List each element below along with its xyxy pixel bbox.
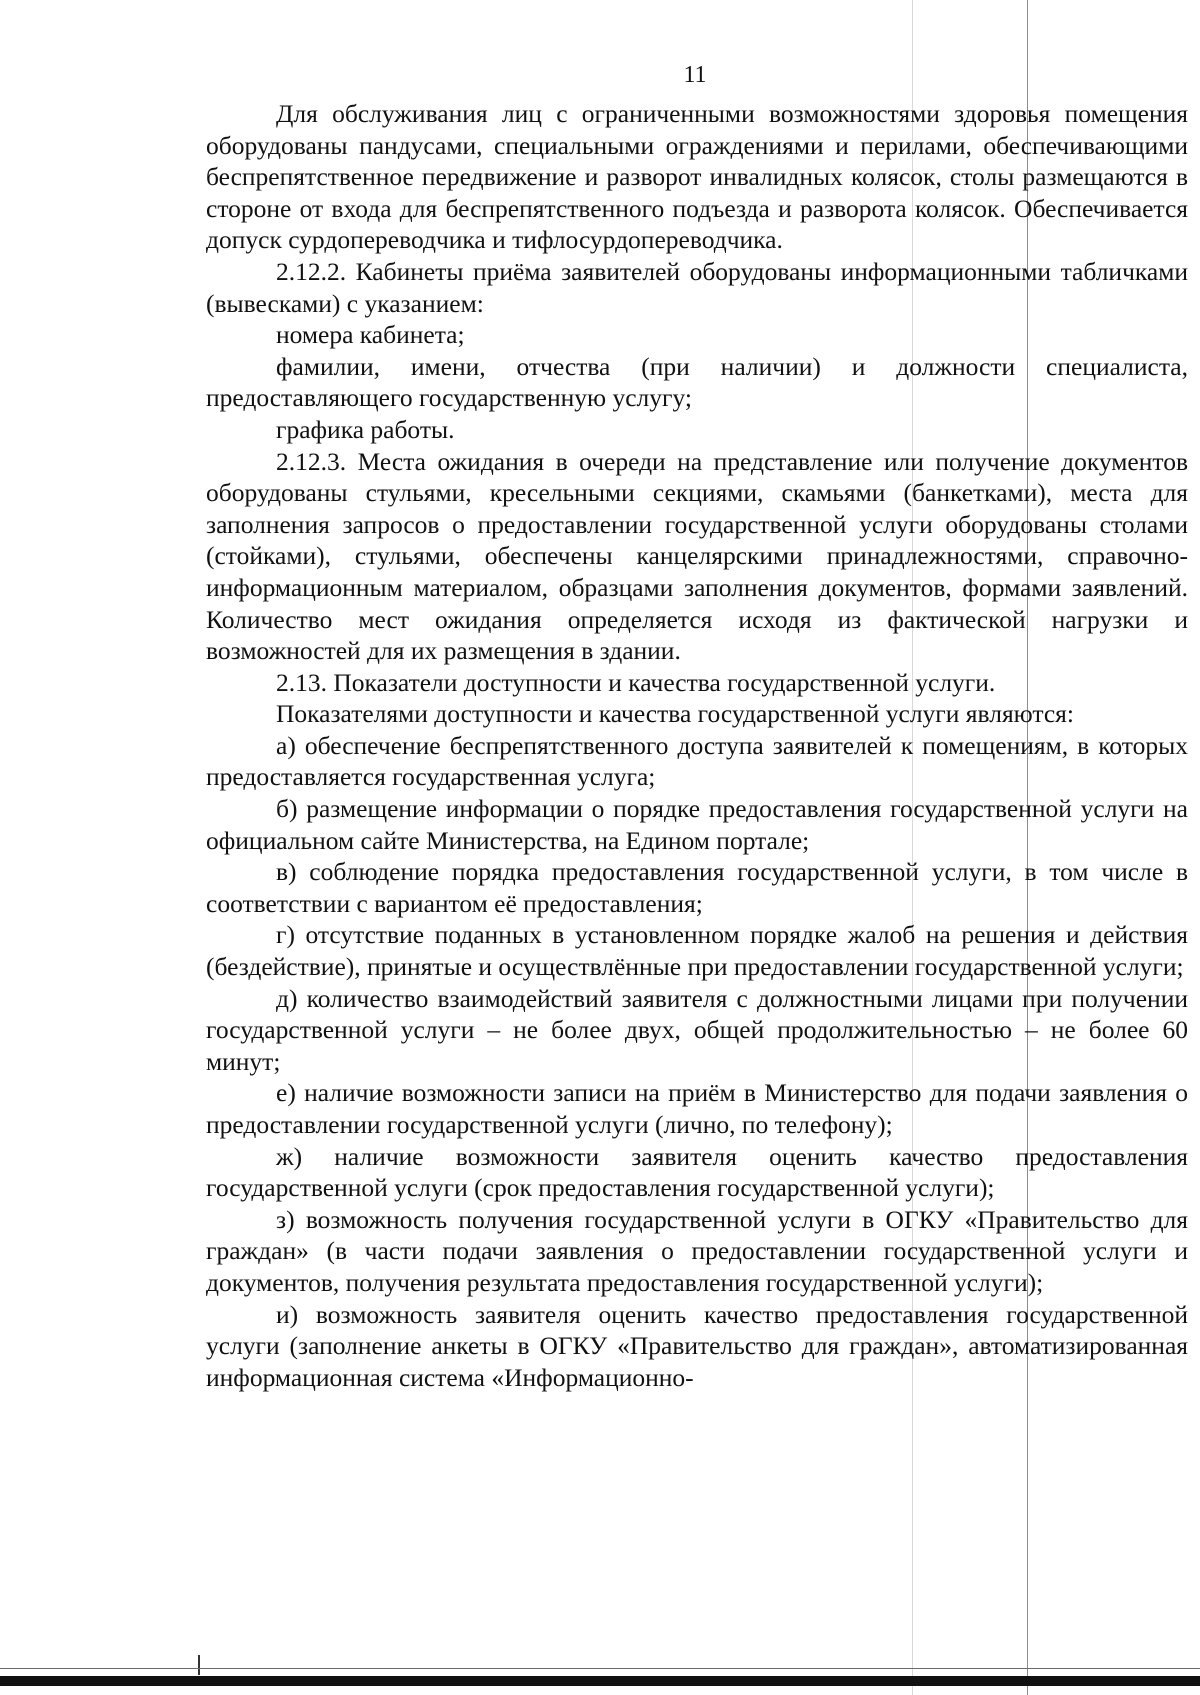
section-heading: 2.13. Показатели доступности и качества государственной услуги. <box>276 667 996 697</box>
paragraph: 2.12.2. Кабинеты приёма заявителей оборудованы информационными табличками (вывесками) с указанием: <box>206 256 1188 318</box>
paragraph: Для обслуживания лиц с ограниченными возможностями здоровья помещения оборудованы пандусами, специальными ограждениями и перилами, обеспечивающими беспрепятственное передвижение и разворот инвалидных колясок, столы размещаются в стороне от входа для беспрепятственного подъезда и разворота колясок. Обеспечивается допуск сурдопереводчика и тифлосурдопереводчика. <box>206 99 1188 255</box>
list-item: и) возможность заявителя оценить качество предоставления государственной услуги (заполнение анкеты в ОГКУ «Правительство для граждан», автоматизированная информационная система «Информационно- <box>206 1299 1188 1392</box>
list-item: г) отсутствие поданных в установленном порядке жалоб на решения и действия (бездействие), принятые и осуществлённые при предоставлении государственной услуги; <box>206 920 1188 982</box>
paragraph: графика работы. <box>276 414 455 444</box>
paragraph: номера кабинета; <box>276 320 465 350</box>
scan-bottom-border <box>0 1676 1200 1686</box>
list-item: е) наличие возможности записи на приём в Министерство для подачи заявления о предоставлении государственной услуги (лично, по телефону); <box>206 1078 1188 1139</box>
page-number: 11 <box>683 62 707 88</box>
list-item: д) количество взаимодействий заявителя с должностными лицами при получении государственной услуги – не более двух, общей продолжительностью – не более 60 минут; <box>206 983 1188 1076</box>
list-item: в) соблюдение порядка предоставления государственной услуги, в том числе в соответствии с вариантом её предоставления; <box>206 857 1188 918</box>
list-item: а) обеспечение беспрепятственного доступа заявителей к помещениям, в которых предоставляется государственная услуга; <box>206 730 1188 792</box>
list-item: ж) наличие возможности заявителя оценить качество предоставления государственной услуги (срок предоставления государственной услуги); <box>206 1141 1188 1203</box>
list-item: з) возможность получения государственной услуги в ОГКУ «Правительство для граждан» (в части подачи заявления о предоставлении государственной услуги и документов, получения результата предоставления государственной услуги); <box>206 1204 1188 1297</box>
list-item: б) размещение информации о порядке предоставления государственной услуги на официальном сайте Министерства, на Едином портале; <box>206 794 1188 855</box>
document-body <box>206 98 1188 1393</box>
paragraph: Показателями доступности и качества государственной услуги являются: <box>276 699 1074 729</box>
paragraph: 2.12.3. Места ожидания в очереди на представление или получение документов оборудованы стульями, кресельными секциями, скамьями (банкетками), места для заполнения запросов о предоставлении государственной услуги оборудованы столами (стойками), стульями, обеспечены канцелярскими принадлежностями, справочно-информационным материалом, образцами заполнения документов, формами заявлений. Количество мест ожидания определяется исходя из фактической нагрузки и возможностей для их размещения в здании. <box>206 446 1188 666</box>
scan-artifact-mark <box>198 1655 200 1675</box>
scan-artifact-line <box>0 1668 1200 1669</box>
paragraph: фамилии, имени, отчества (при наличии) и должности специалиста, предоставляющего государственную услугу; <box>206 351 1188 413</box>
